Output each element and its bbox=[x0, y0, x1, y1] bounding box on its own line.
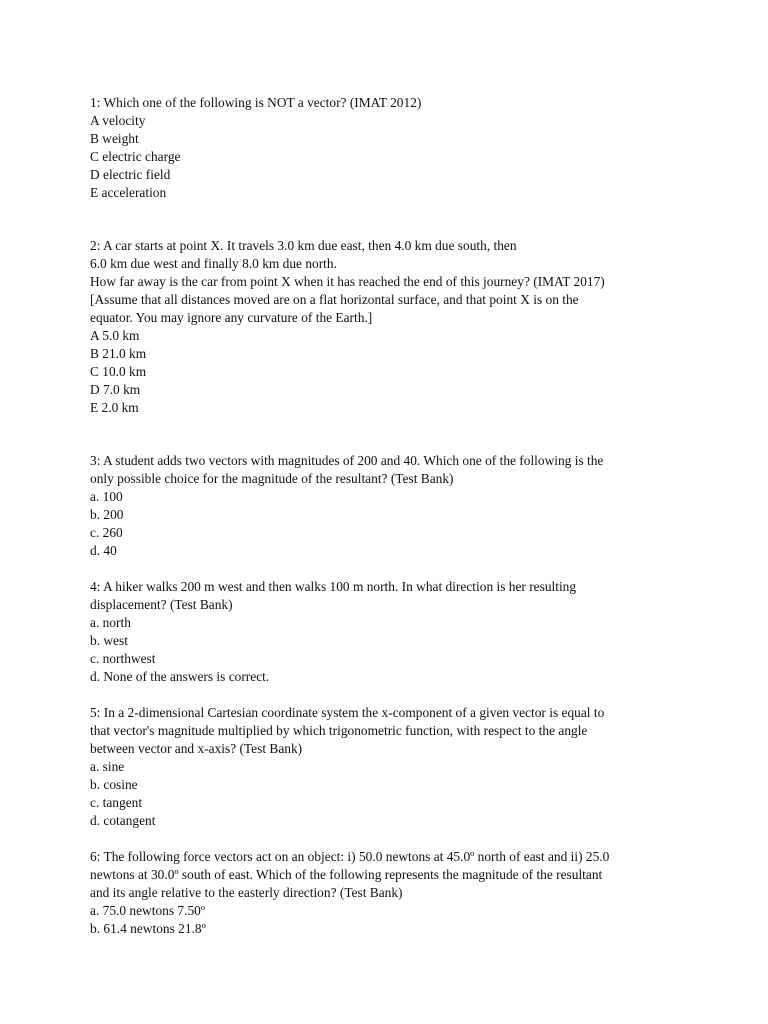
question-5-option-d: d. cotangent bbox=[90, 813, 156, 828]
question-5-option-c: c. tangent bbox=[90, 795, 143, 810]
question-5-option-a: a. sine bbox=[90, 759, 125, 774]
question-2-stem-line: [Assume that all distances moved are on a flat horizontal surface, and that point X is on the bbox=[90, 292, 579, 307]
question-6 bbox=[90, 848, 690, 938]
question-5 bbox=[90, 704, 690, 830]
question-4-stem-line: displacement? (Test Bank) bbox=[90, 597, 233, 612]
question-list bbox=[90, 94, 690, 938]
question-5-stem-line: 5: In a 2-dimensional Cartesian coordinate system the x-component of a given vector is equal to bbox=[90, 705, 605, 720]
question-3-option-d: d. 40 bbox=[90, 543, 117, 558]
question-4-option-a: a. north bbox=[90, 615, 131, 630]
question-5-stem-line: that vector's magnitude multiplied by which trigonometric function, with respect to the angle bbox=[90, 723, 588, 738]
question-2 bbox=[90, 237, 690, 417]
question-4-option-c: c. northwest bbox=[90, 651, 156, 666]
question-5-stem-line: between vector and x-axis? (Test Bank) bbox=[90, 741, 303, 756]
question-2-option-c: C 10.0 km bbox=[90, 364, 147, 379]
question-6-stem-line: newtons at 30.0º south of east. Which of the following represents the magnitude of the resultant bbox=[90, 867, 603, 882]
question-5-option-b: b. cosine bbox=[90, 777, 138, 792]
question-1-option-e: E acceleration bbox=[90, 185, 167, 200]
question-1-option-c: C electric charge bbox=[90, 149, 181, 164]
question-3-option-c: c. 260 bbox=[90, 525, 123, 540]
question-2-option-a: A 5.0 km bbox=[90, 328, 140, 343]
question-4 bbox=[90, 578, 690, 686]
question-3-option-a: a. 100 bbox=[90, 489, 123, 504]
question-4-option-b: b. west bbox=[90, 633, 128, 648]
question-2-stem-line: equator. You may ignore any curvature of the Earth.] bbox=[90, 310, 373, 325]
question-1-option-a: A velocity bbox=[90, 113, 146, 128]
question-3-stem-line: 3: A student adds two vectors with magnitudes of 200 and 40. Which one of the following is the bbox=[90, 453, 604, 468]
question-4-option-d: d. None of the answers is correct. bbox=[90, 669, 270, 684]
question-2-option-b: B 21.0 km bbox=[90, 346, 147, 361]
question-3 bbox=[90, 452, 690, 560]
question-2-stem-line: 2: A car starts at point X. It travels 3.0 km due east, then 4.0 km due south, then bbox=[90, 238, 517, 253]
question-3-stem-line: only possible choice for the magnitude of the resultant? (Test Bank) bbox=[90, 471, 454, 486]
question-3-option-b: b. 200 bbox=[90, 507, 124, 522]
question-6-stem-line: 6: The following force vectors act on an object: i) 50.0 newtons at 45.0º north of east and ii) 25.0 bbox=[90, 849, 610, 864]
question-1 bbox=[90, 94, 690, 202]
question-6-option-b: b. 61.4 newtons 21.8º bbox=[90, 921, 206, 936]
question-1-option-d: D electric field bbox=[90, 167, 171, 182]
question-6-option-a: a. 75.0 newtons 7.50º bbox=[90, 903, 205, 918]
question-1-option-b: B weight bbox=[90, 131, 139, 146]
question-2-stem-line: How far away is the car from point X when it has reached the end of this journey? (IMAT 2017) bbox=[90, 274, 605, 289]
question-4-stem-line: 4: A hiker walks 200 m west and then walks 100 m north. In what direction is her resulting bbox=[90, 579, 577, 594]
question-2-option-e: E 2.0 km bbox=[90, 400, 139, 415]
question-2-stem-line: 6.0 km due west and finally 8.0 km due north. bbox=[90, 256, 337, 271]
question-2-option-d: D 7.0 km bbox=[90, 382, 141, 397]
question-1-stem-line: 1: Which one of the following is NOT a vector? (IMAT 2012) bbox=[90, 95, 422, 110]
question-6-stem-line: and its angle relative to the easterly direction? (Test Bank) bbox=[90, 885, 403, 900]
